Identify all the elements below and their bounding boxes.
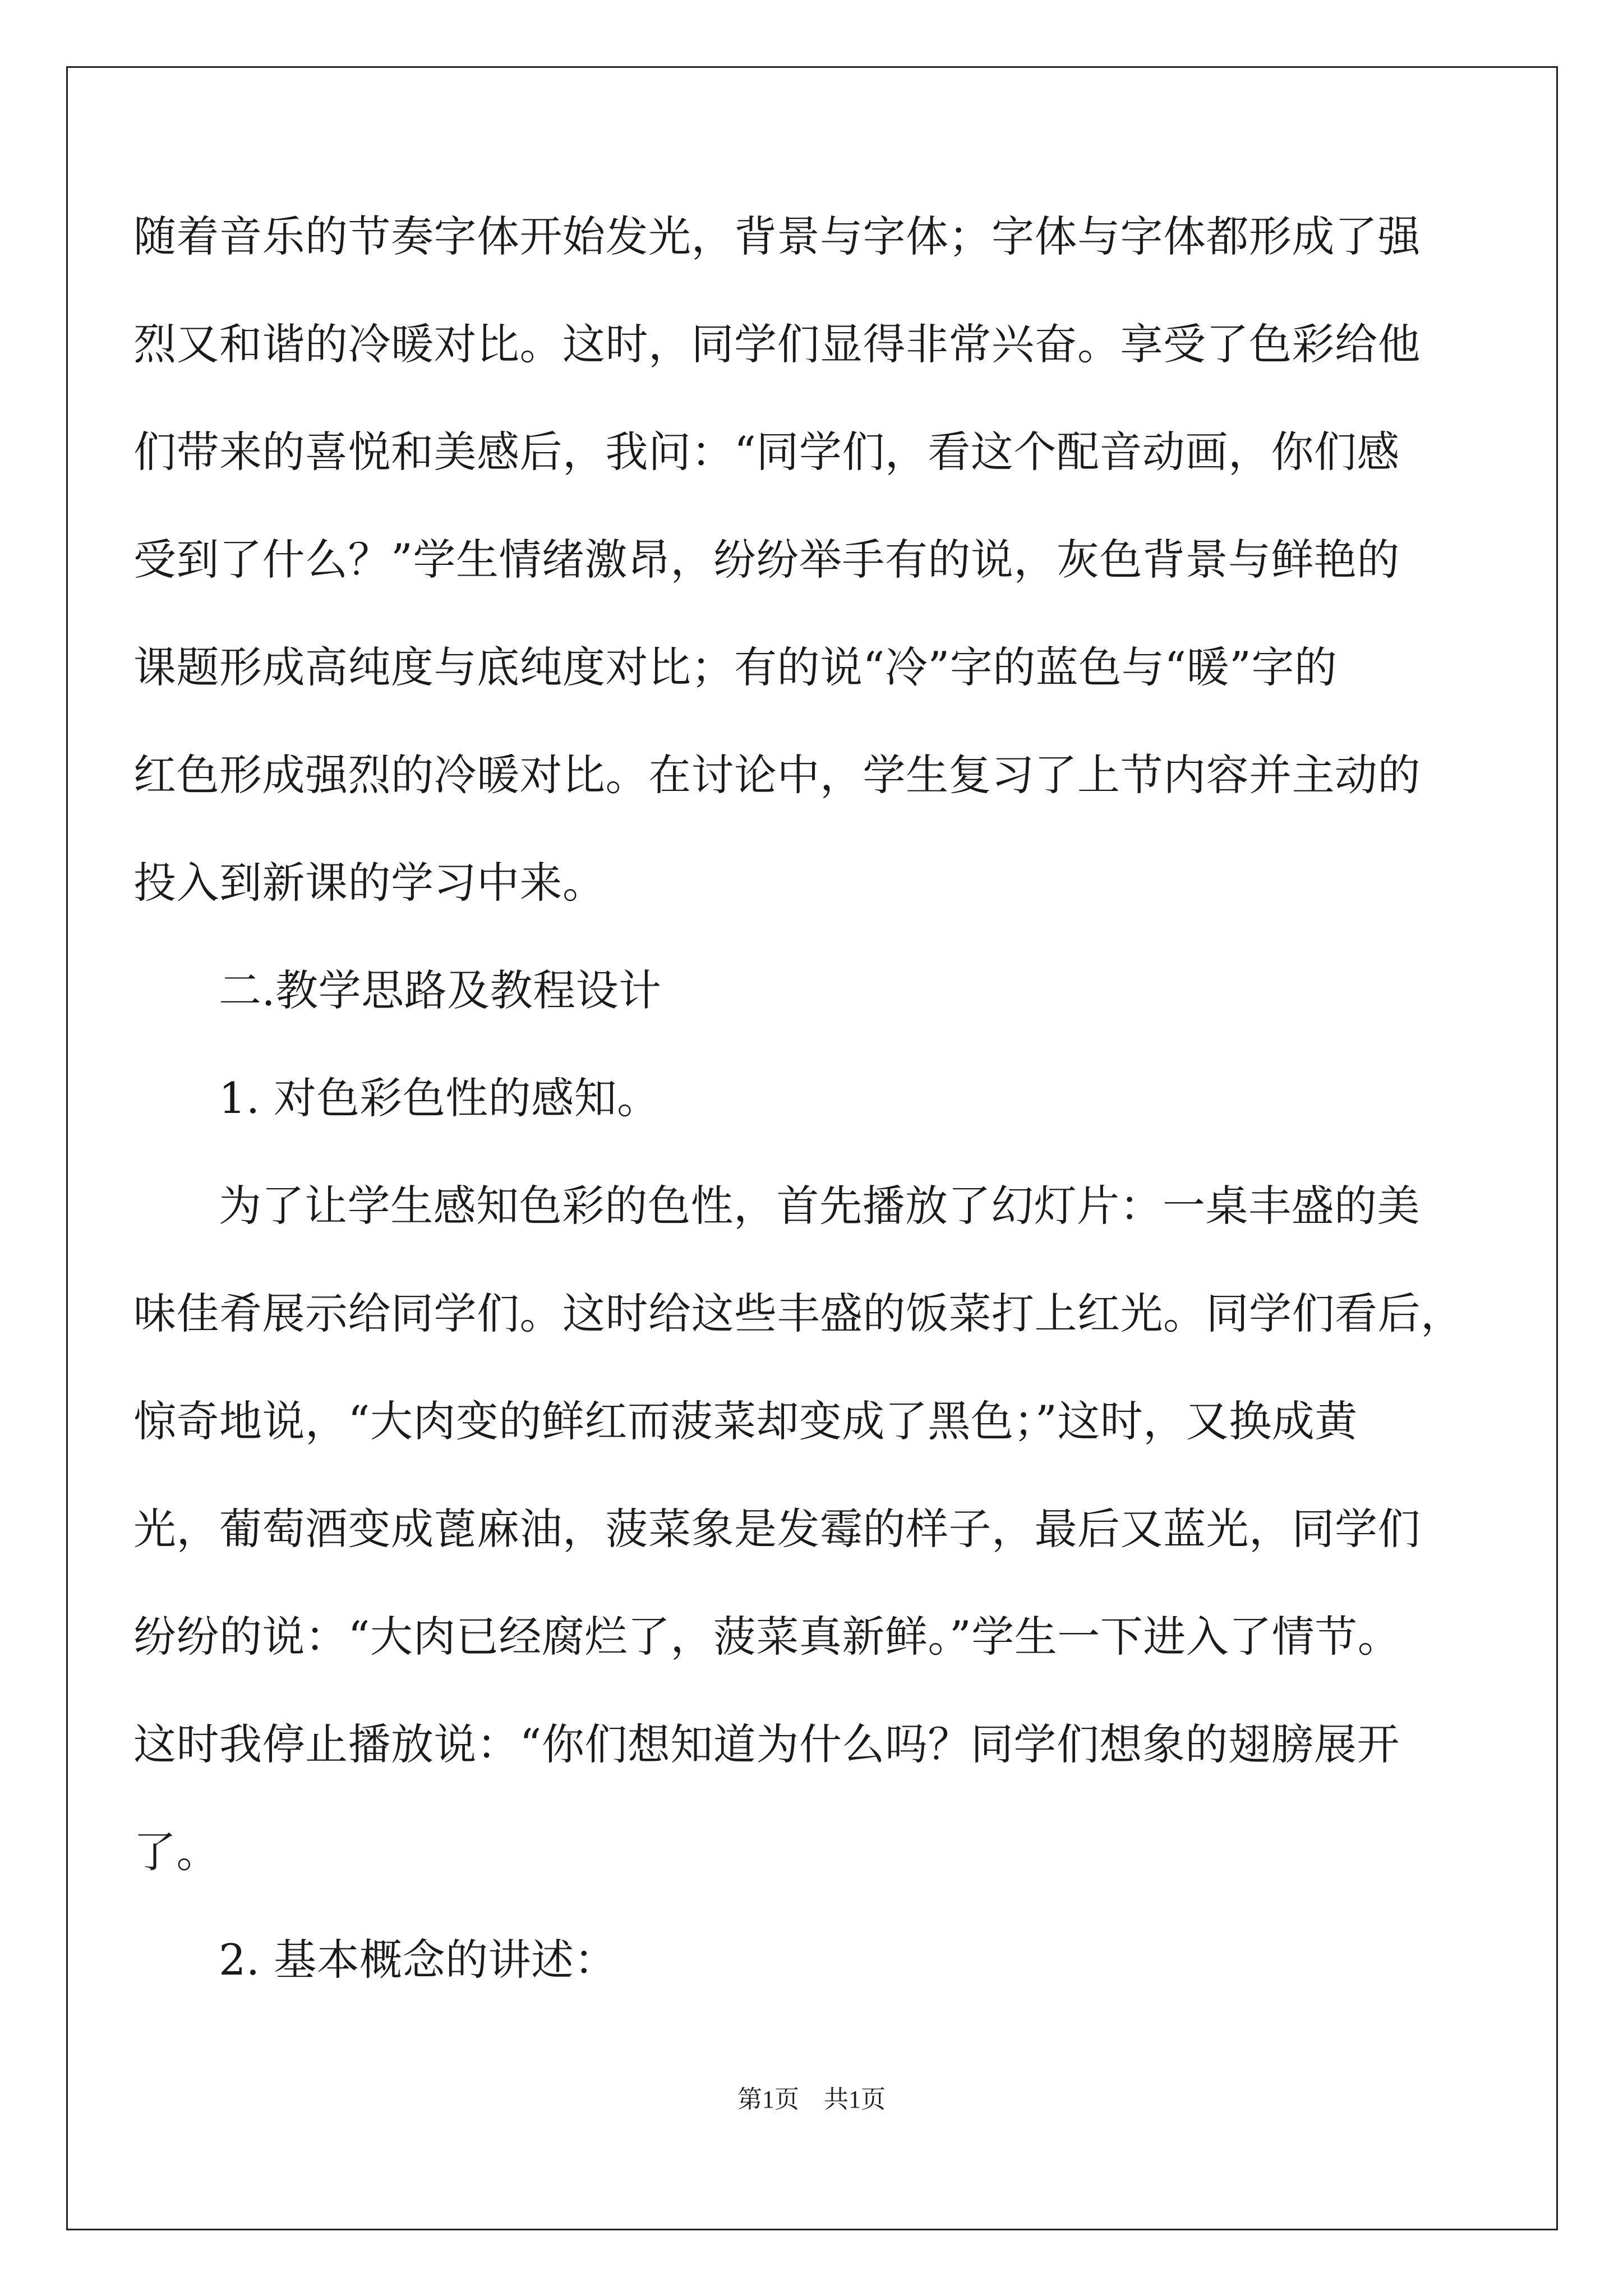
subsection-heading: 1. 对色彩色性的感知。 bbox=[219, 1073, 660, 1123]
text-line: 惊奇地说，“大肉变的鲜红而菠菜却变成了黑色；”这时，又换成黄 bbox=[133, 1396, 1358, 1446]
page-border bbox=[66, 66, 1558, 2230]
section-heading: 二.教学思路及教程设计 bbox=[219, 965, 662, 1015]
text-line: 这时我停止播放说：“你们想知道为什么吗？同学们想象的翅膀展开 bbox=[133, 1719, 1400, 1769]
text-line: 随着音乐的节奏字体开始发光，背景与字体；字体与字体都形成了强 bbox=[133, 211, 1421, 261]
text-line: 光，葡萄酒变成蓖麻油，菠菜象是发霉的样子，最后又蓝光，同学们 bbox=[133, 1504, 1421, 1554]
subsection-heading: 2. 基本概念的讲述： bbox=[219, 1935, 617, 1985]
paragraph-start: 为了让学生感知色彩的色性，首先播放了幻灯片：一桌丰盛的美 bbox=[219, 1181, 1420, 1231]
text-line: 红色形成强烈的冷暖对比。在讨论中，学生复习了上节内容并主动的 bbox=[133, 750, 1421, 800]
page-number-footer: 第1页 共1页 bbox=[737, 2086, 886, 2113]
text-line: 受到了什么？”学生情绪激昂，纷纷举手有的说，灰色背景与鲜艳的 bbox=[133, 535, 1400, 585]
text-line: 烈又和谐的冷暖对比。这时，同学们显得非常兴奋。享受了色彩给他 bbox=[133, 319, 1421, 369]
text-line: 纷纷的说：“大肉已经腐烂了，菠菜真新鲜。”学生一下进入了情节。 bbox=[133, 1612, 1401, 1662]
text-line: 课题形成高纯度与底纯度对比；有的说“冷”字的蓝色与“暖”字的 bbox=[133, 642, 1338, 692]
text-line: 了。 bbox=[133, 1827, 219, 1877]
text-line: 投入到新课的学习中来。 bbox=[133, 858, 606, 908]
text-line: 们带来的喜悦和美感后，我问：“同学们，看这个配音动画，你们感 bbox=[133, 427, 1400, 477]
text-line: 味佳肴展示给同学们。这时给这些丰盛的饭菜打上红光。同学们看后， bbox=[133, 1289, 1464, 1338]
